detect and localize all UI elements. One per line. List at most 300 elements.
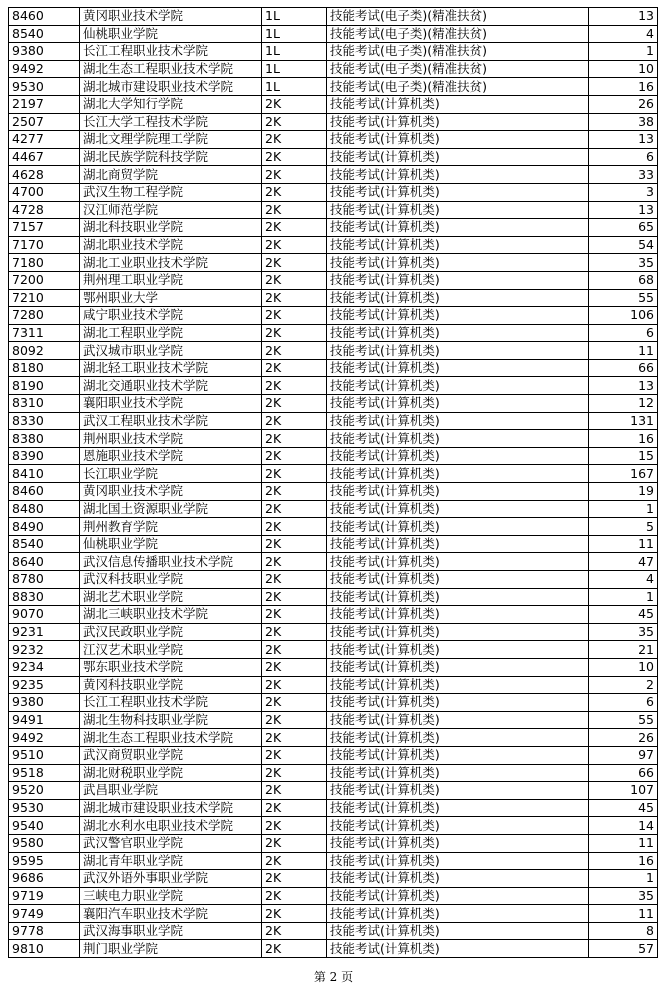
batch-code-cell: 2K	[262, 694, 327, 712]
school-name-cell: 湖北水利水电职业技术学院	[80, 817, 262, 835]
exam-category-cell: 技能考试(计算机类)	[327, 236, 589, 254]
school-code-cell: 9234	[9, 658, 80, 676]
table-body	[9, 8, 658, 958]
batch-code-cell: 2K	[262, 940, 327, 958]
quota-count-cell: 33	[589, 166, 658, 184]
batch-code-cell: 2K	[262, 834, 327, 852]
table-row	[9, 324, 658, 342]
batch-code-cell: 2K	[262, 799, 327, 817]
school-name-cell: 湖北三峡职业技术学院	[80, 606, 262, 624]
school-name-cell: 湖北城市建设职业技术学院	[80, 78, 262, 96]
table-row	[9, 834, 658, 852]
exam-category-cell: 技能考试(计算机类)	[327, 201, 589, 219]
school-code-cell: 9232	[9, 641, 80, 659]
quota-count-cell: 35	[589, 887, 658, 905]
exam-category-cell: 技能考试(计算机类)	[327, 95, 589, 113]
table-row	[9, 623, 658, 641]
table-row	[9, 870, 658, 888]
quota-count-cell: 4	[589, 25, 658, 43]
table-row	[9, 201, 658, 219]
school-code-cell: 7157	[9, 219, 80, 237]
exam-category-cell: 技能考试(计算机类)	[327, 254, 589, 272]
table-row	[9, 852, 658, 870]
batch-code-cell: 1L	[262, 60, 327, 78]
school-name-cell: 武汉科技职业学院	[80, 571, 262, 589]
table-row	[9, 95, 658, 113]
school-code-cell: 8540	[9, 25, 80, 43]
quota-count-cell: 1	[589, 588, 658, 606]
batch-code-cell: 2K	[262, 500, 327, 518]
table-row	[9, 606, 658, 624]
table-row	[9, 183, 658, 201]
batch-code-cell: 2K	[262, 518, 327, 536]
school-name-cell: 咸宁职业技术学院	[80, 307, 262, 325]
quota-count-cell: 106	[589, 307, 658, 325]
table-row	[9, 271, 658, 289]
exam-category-cell: 技能考试(计算机类)	[327, 641, 589, 659]
batch-code-cell: 1L	[262, 25, 327, 43]
school-code-cell: 9530	[9, 799, 80, 817]
school-code-cell: 8830	[9, 588, 80, 606]
exam-category-cell: 技能考试(计算机类)	[327, 588, 589, 606]
quota-count-cell: 66	[589, 764, 658, 782]
school-name-cell: 湖北轻工职业技术学院	[80, 359, 262, 377]
school-code-cell: 9492	[9, 729, 80, 747]
quota-count-cell: 47	[589, 553, 658, 571]
school-name-cell: 汉江师范学院	[80, 201, 262, 219]
exam-category-cell: 技能考试(计算机类)	[327, 922, 589, 940]
table-row	[9, 236, 658, 254]
quota-count-cell: 14	[589, 817, 658, 835]
school-name-cell: 武汉外语外事职业学院	[80, 870, 262, 888]
quota-count-cell: 6	[589, 694, 658, 712]
batch-code-cell: 2K	[262, 817, 327, 835]
school-name-cell: 恩施职业技术学院	[80, 447, 262, 465]
quota-count-cell: 65	[589, 219, 658, 237]
table-row	[9, 588, 658, 606]
table-row	[9, 922, 658, 940]
exam-category-cell: 技能考试(计算机类)	[327, 658, 589, 676]
quota-count-cell: 1	[589, 43, 658, 61]
exam-category-cell: 技能考试(电子类)(精准扶贫)	[327, 25, 589, 43]
school-name-cell: 襄阳职业技术学院	[80, 395, 262, 413]
school-code-cell: 2507	[9, 113, 80, 131]
quota-count-cell: 167	[589, 465, 658, 483]
batch-code-cell: 2K	[262, 412, 327, 430]
batch-code-cell: 2K	[262, 535, 327, 553]
school-code-cell: 8410	[9, 465, 80, 483]
school-name-cell: 武汉商贸职业学院	[80, 746, 262, 764]
school-code-cell: 8780	[9, 571, 80, 589]
school-code-cell: 8480	[9, 500, 80, 518]
batch-code-cell: 2K	[262, 219, 327, 237]
quota-count-cell: 38	[589, 113, 658, 131]
exam-category-cell: 技能考试(计算机类)	[327, 131, 589, 149]
table-row	[9, 694, 658, 712]
school-code-cell: 9491	[9, 711, 80, 729]
table-row	[9, 25, 658, 43]
school-name-cell: 武汉警官职业学院	[80, 834, 262, 852]
table-row	[9, 746, 658, 764]
table-row	[9, 887, 658, 905]
batch-code-cell: 2K	[262, 711, 327, 729]
school-code-cell: 9510	[9, 746, 80, 764]
exam-category-cell: 技能考试(计算机类)	[327, 676, 589, 694]
exam-category-cell: 技能考试(计算机类)	[327, 606, 589, 624]
page-number: 第 2 页	[313, 970, 354, 984]
exam-category-cell: 技能考试(计算机类)	[327, 729, 589, 747]
school-name-cell: 长江大学工程技术学院	[80, 113, 262, 131]
school-code-cell: 8540	[9, 535, 80, 553]
quota-count-cell: 11	[589, 342, 658, 360]
quota-count-cell: 11	[589, 834, 658, 852]
quota-count-cell: 6	[589, 324, 658, 342]
quota-count-cell: 15	[589, 447, 658, 465]
batch-code-cell: 2K	[262, 782, 327, 800]
batch-code-cell: 2K	[262, 483, 327, 501]
table-row	[9, 553, 658, 571]
batch-code-cell: 2K	[262, 588, 327, 606]
school-code-cell: 9540	[9, 817, 80, 835]
quota-count-cell: 35	[589, 623, 658, 641]
exam-category-cell: 技能考试(计算机类)	[327, 307, 589, 325]
exam-category-cell: 技能考试(计算机类)	[327, 183, 589, 201]
exam-category-cell: 技能考试(计算机类)	[327, 395, 589, 413]
batch-code-cell: 2K	[262, 236, 327, 254]
quota-count-cell: 26	[589, 729, 658, 747]
batch-code-cell: 2K	[262, 571, 327, 589]
school-name-cell: 三峡电力职业学院	[80, 887, 262, 905]
batch-code-cell: 2K	[262, 324, 327, 342]
batch-code-cell: 2K	[262, 676, 327, 694]
quota-count-cell: 8	[589, 922, 658, 940]
batch-code-cell: 2K	[262, 606, 327, 624]
batch-code-cell: 2K	[262, 148, 327, 166]
table-row	[9, 219, 658, 237]
batch-code-cell: 2K	[262, 623, 327, 641]
school-name-cell: 湖北生态工程职业技术学院	[80, 729, 262, 747]
quota-count-cell: 12	[589, 395, 658, 413]
school-name-cell: 湖北大学知行学院	[80, 95, 262, 113]
exam-category-cell: 技能考试(计算机类)	[327, 905, 589, 923]
exam-category-cell: 技能考试(电子类)(精准扶贫)	[327, 8, 589, 26]
exam-category-cell: 技能考试(电子类)(精准扶贫)	[327, 43, 589, 61]
exam-category-cell: 技能考试(计算机类)	[327, 113, 589, 131]
batch-code-cell: 1L	[262, 78, 327, 96]
exam-category-cell: 技能考试(计算机类)	[327, 535, 589, 553]
table-row	[9, 430, 658, 448]
school-code-cell: 9580	[9, 834, 80, 852]
school-code-cell: 9070	[9, 606, 80, 624]
batch-code-cell: 2K	[262, 887, 327, 905]
table-row	[9, 166, 658, 184]
school-code-cell: 4277	[9, 131, 80, 149]
quota-count-cell: 16	[589, 852, 658, 870]
exam-category-cell: 技能考试(计算机类)	[327, 817, 589, 835]
school-code-cell: 9810	[9, 940, 80, 958]
table-row	[9, 518, 658, 536]
table-row	[9, 447, 658, 465]
batch-code-cell: 2K	[262, 658, 327, 676]
exam-category-cell: 技能考试(计算机类)	[327, 782, 589, 800]
table-row	[9, 60, 658, 78]
table-row	[9, 148, 658, 166]
quota-count-cell: 66	[589, 359, 658, 377]
quota-count-cell: 16	[589, 78, 658, 96]
school-name-cell: 鄂州职业大学	[80, 289, 262, 307]
school-name-cell: 长江职业学院	[80, 465, 262, 483]
school-name-cell: 荆州教育学院	[80, 518, 262, 536]
school-name-cell: 湖北科技职业学院	[80, 219, 262, 237]
exam-category-cell: 技能考试(计算机类)	[327, 377, 589, 395]
school-code-cell: 7180	[9, 254, 80, 272]
exam-category-cell: 技能考试(计算机类)	[327, 746, 589, 764]
batch-code-cell: 2K	[262, 359, 327, 377]
table-row	[9, 8, 658, 26]
school-name-cell: 武汉信息传播职业技术学院	[80, 553, 262, 571]
school-name-cell: 湖北工业职业技术学院	[80, 254, 262, 272]
quota-count-cell: 21	[589, 641, 658, 659]
table-row	[9, 483, 658, 501]
batch-code-cell: 2K	[262, 764, 327, 782]
school-code-cell: 9530	[9, 78, 80, 96]
school-code-cell: 7170	[9, 236, 80, 254]
exam-category-cell: 技能考试(计算机类)	[327, 799, 589, 817]
school-code-cell: 9749	[9, 905, 80, 923]
quota-count-cell: 26	[589, 95, 658, 113]
exam-category-cell: 技能考试(计算机类)	[327, 553, 589, 571]
quota-count-cell: 3	[589, 183, 658, 201]
table-row	[9, 799, 658, 817]
school-code-cell: 9492	[9, 60, 80, 78]
school-code-cell: 9518	[9, 764, 80, 782]
quota-count-cell: 2	[589, 676, 658, 694]
school-code-cell: 8640	[9, 553, 80, 571]
school-code-cell: 7210	[9, 289, 80, 307]
admissions-table	[8, 7, 658, 958]
school-code-cell: 9686	[9, 870, 80, 888]
batch-code-cell: 2K	[262, 113, 327, 131]
school-code-cell: 2197	[9, 95, 80, 113]
school-name-cell: 仙桃职业学院	[80, 25, 262, 43]
table-row	[9, 729, 658, 747]
school-code-cell: 9231	[9, 623, 80, 641]
exam-category-cell: 技能考试(计算机类)	[327, 342, 589, 360]
exam-category-cell: 技能考试(计算机类)	[327, 940, 589, 958]
school-code-cell: 9520	[9, 782, 80, 800]
batch-code-cell: 2K	[262, 131, 327, 149]
table-row	[9, 658, 658, 676]
exam-category-cell: 技能考试(计算机类)	[327, 359, 589, 377]
school-code-cell: 8460	[9, 483, 80, 501]
batch-code-cell: 2K	[262, 342, 327, 360]
batch-code-cell: 2K	[262, 746, 327, 764]
batch-code-cell: 2K	[262, 922, 327, 940]
school-name-cell: 荆门职业学院	[80, 940, 262, 958]
exam-category-cell: 技能考试(计算机类)	[327, 834, 589, 852]
table-row	[9, 571, 658, 589]
quota-count-cell: 6	[589, 148, 658, 166]
table-row	[9, 254, 658, 272]
table-row	[9, 782, 658, 800]
school-name-cell: 黄冈职业技术学院	[80, 8, 262, 26]
school-name-cell: 武汉工程职业技术学院	[80, 412, 262, 430]
school-name-cell: 黄冈职业技术学院	[80, 483, 262, 501]
quota-count-cell: 45	[589, 606, 658, 624]
school-name-cell: 鄂东职业技术学院	[80, 658, 262, 676]
batch-code-cell: 1L	[262, 8, 327, 26]
school-name-cell: 武汉民政职业学院	[80, 623, 262, 641]
quota-count-cell: 13	[589, 377, 658, 395]
batch-code-cell: 2K	[262, 377, 327, 395]
school-name-cell: 荆州职业技术学院	[80, 430, 262, 448]
table-row	[9, 395, 658, 413]
school-code-cell: 9778	[9, 922, 80, 940]
quota-count-cell: 107	[589, 782, 658, 800]
school-name-cell: 襄阳汽车职业技术学院	[80, 905, 262, 923]
batch-code-cell: 2K	[262, 447, 327, 465]
exam-category-cell: 技能考试(计算机类)	[327, 465, 589, 483]
exam-category-cell: 技能考试(计算机类)	[327, 623, 589, 641]
school-name-cell: 长江工程职业技术学院	[80, 43, 262, 61]
exam-category-cell: 技能考试(计算机类)	[327, 887, 589, 905]
batch-code-cell: 2K	[262, 183, 327, 201]
table-row	[9, 307, 658, 325]
table-row	[9, 641, 658, 659]
exam-category-cell: 技能考试(计算机类)	[327, 219, 589, 237]
quota-count-cell: 68	[589, 271, 658, 289]
exam-category-cell: 技能考试(计算机类)	[327, 764, 589, 782]
quota-count-cell: 16	[589, 430, 658, 448]
school-code-cell: 7200	[9, 271, 80, 289]
school-name-cell: 湖北生态工程职业技术学院	[80, 60, 262, 78]
table-row	[9, 535, 658, 553]
school-name-cell: 湖北民族学院科技学院	[80, 148, 262, 166]
school-code-cell: 9380	[9, 694, 80, 712]
exam-category-cell: 技能考试(计算机类)	[327, 166, 589, 184]
school-code-cell: 8310	[9, 395, 80, 413]
school-name-cell: 黄冈科技职业学院	[80, 676, 262, 694]
batch-code-cell: 2K	[262, 271, 327, 289]
school-name-cell: 湖北文理学院理工学院	[80, 131, 262, 149]
table-row	[9, 43, 658, 61]
school-code-cell: 8330	[9, 412, 80, 430]
school-name-cell: 湖北工程职业学院	[80, 324, 262, 342]
school-name-cell: 湖北生物科技职业学院	[80, 711, 262, 729]
school-code-cell: 8460	[9, 8, 80, 26]
exam-category-cell: 技能考试(计算机类)	[327, 447, 589, 465]
school-code-cell: 4628	[9, 166, 80, 184]
school-code-cell: 8092	[9, 342, 80, 360]
school-name-cell: 武汉海事职业学院	[80, 922, 262, 940]
school-name-cell: 武汉城市职业学院	[80, 342, 262, 360]
exam-category-cell: 技能考试(计算机类)	[327, 148, 589, 166]
school-name-cell: 湖北职业技术学院	[80, 236, 262, 254]
exam-category-cell: 技能考试(计算机类)	[327, 412, 589, 430]
quota-count-cell: 1	[589, 870, 658, 888]
quota-count-cell: 13	[589, 131, 658, 149]
school-name-cell: 武汉生物工程学院	[80, 183, 262, 201]
quota-count-cell: 131	[589, 412, 658, 430]
exam-category-cell: 技能考试(电子类)(精准扶贫)	[327, 78, 589, 96]
school-code-cell: 8180	[9, 359, 80, 377]
school-code-cell: 9719	[9, 887, 80, 905]
exam-category-cell: 技能考试(计算机类)	[327, 483, 589, 501]
table-row	[9, 905, 658, 923]
school-code-cell: 9595	[9, 852, 80, 870]
school-code-cell: 8380	[9, 430, 80, 448]
school-name-cell: 仙桃职业学院	[80, 535, 262, 553]
quota-count-cell: 11	[589, 535, 658, 553]
school-name-cell: 江汉艺术职业学院	[80, 641, 262, 659]
school-code-cell: 9380	[9, 43, 80, 61]
exam-category-cell: 技能考试(计算机类)	[327, 430, 589, 448]
quota-count-cell: 55	[589, 289, 658, 307]
table-row	[9, 359, 658, 377]
quota-count-cell: 13	[589, 201, 658, 219]
batch-code-cell: 2K	[262, 254, 327, 272]
table-row	[9, 131, 658, 149]
exam-category-cell: 技能考试(计算机类)	[327, 271, 589, 289]
quota-count-cell: 55	[589, 711, 658, 729]
quota-count-cell: 4	[589, 571, 658, 589]
exam-category-cell: 技能考试(电子类)(精准扶贫)	[327, 60, 589, 78]
batch-code-cell: 2K	[262, 870, 327, 888]
exam-category-cell: 技能考试(计算机类)	[327, 324, 589, 342]
quota-count-cell: 54	[589, 236, 658, 254]
school-name-cell: 荆州理工职业学院	[80, 271, 262, 289]
table-row	[9, 940, 658, 958]
batch-code-cell: 2K	[262, 307, 327, 325]
school-code-cell: 7280	[9, 307, 80, 325]
school-code-cell: 8490	[9, 518, 80, 536]
batch-code-cell: 2K	[262, 641, 327, 659]
table-row	[9, 342, 658, 360]
quota-count-cell: 57	[589, 940, 658, 958]
batch-code-cell: 2K	[262, 395, 327, 413]
table-row	[9, 465, 658, 483]
school-code-cell: 4467	[9, 148, 80, 166]
school-name-cell: 湖北商贸学院	[80, 166, 262, 184]
exam-category-cell: 技能考试(计算机类)	[327, 870, 589, 888]
school-name-cell: 武昌职业学院	[80, 782, 262, 800]
school-code-cell: 4700	[9, 183, 80, 201]
table-row	[9, 764, 658, 782]
batch-code-cell: 2K	[262, 729, 327, 747]
quota-count-cell: 1	[589, 500, 658, 518]
exam-category-cell: 技能考试(计算机类)	[327, 711, 589, 729]
quota-count-cell: 5	[589, 518, 658, 536]
school-code-cell: 8190	[9, 377, 80, 395]
exam-category-cell: 技能考试(计算机类)	[327, 518, 589, 536]
quota-count-cell: 97	[589, 746, 658, 764]
school-name-cell: 湖北财税职业学院	[80, 764, 262, 782]
table-row	[9, 412, 658, 430]
quota-count-cell: 10	[589, 658, 658, 676]
quota-count-cell: 45	[589, 799, 658, 817]
exam-category-cell: 技能考试(计算机类)	[327, 852, 589, 870]
school-code-cell: 7311	[9, 324, 80, 342]
batch-code-cell: 2K	[262, 95, 327, 113]
quota-count-cell: 19	[589, 483, 658, 501]
batch-code-cell: 2K	[262, 201, 327, 219]
quota-count-cell: 11	[589, 905, 658, 923]
batch-code-cell: 2K	[262, 553, 327, 571]
batch-code-cell: 2K	[262, 166, 327, 184]
batch-code-cell: 2K	[262, 289, 327, 307]
school-code-cell: 8390	[9, 447, 80, 465]
exam-category-cell: 技能考试(计算机类)	[327, 289, 589, 307]
